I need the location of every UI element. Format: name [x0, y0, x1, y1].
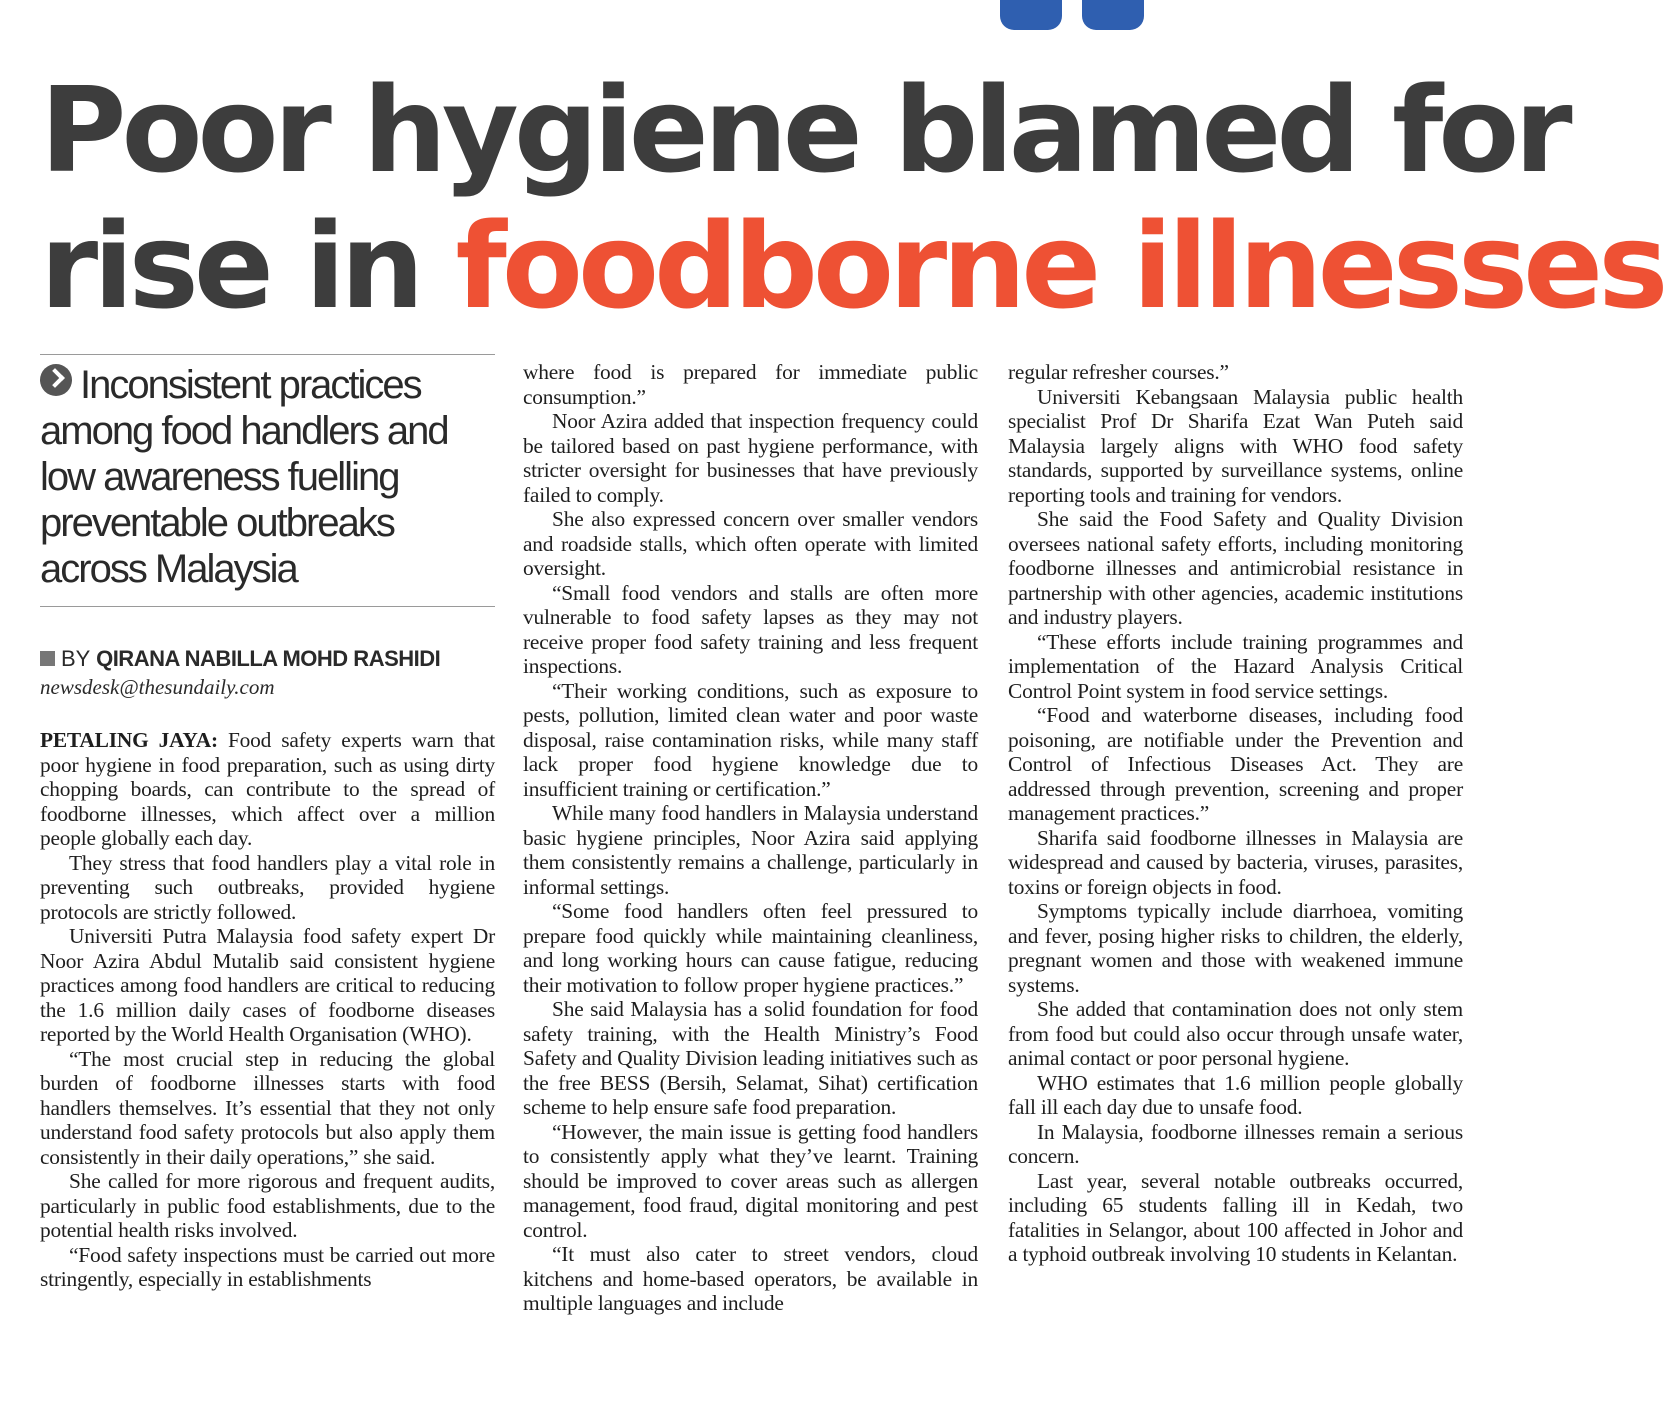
- article-paragraph: Noor Azira added that inspection frequency could be tailored based on past hygiene performance, with stricter oversight for businesses that have previously failed to comply.: [523, 409, 978, 507]
- deck: [40, 362, 495, 592]
- article-column-1: [40, 728, 495, 1292]
- article-paragraph: She also expressed concern over smaller vendors and roadside stalls, which often operate with limited oversight.: [523, 507, 978, 580]
- article-paragraph: “Their working conditions, such as exposure to pests, pollution, limited clean water and poor waste disposal, raise contamination risks, while many staff lack proper food hygiene knowledge due to insufficient training or certification.”: [523, 678, 978, 801]
- dateline: PETALING JAYA:: [40, 728, 218, 752]
- article-column-2: [523, 360, 978, 1316]
- article-paragraph: Sharifa said foodborne illnesses in Malaysia are widespread and caused by bacteria, viruses, parasites, toxins or foreign objects in food.: [1008, 825, 1463, 899]
- byline-author: QIRANA NABILLA MOHD RASHIDI: [96, 646, 441, 671]
- top-color-tabs: [1000, 0, 1160, 32]
- paragraph-text: Food safety experts warn that poor hygiene in food preparation, such as using dirty chopping boards, can contribute to the spread of foodborne illnesses, which affect over a million people globally each day.: [40, 728, 495, 850]
- article-paragraph: “Food safety inspections must be carried out more stringently, especially in establishments: [40, 1242, 495, 1291]
- article-paragraph: She said Malaysia has a solid foundation for food safety training, with the Health Ministry’s Food Safety and Quality Division leading initiatives such as the free BESS (Bersih, Selamat, Sihat) certification scheme to help ensure safe food preparation.: [523, 997, 978, 1119]
- article-paragraph: “It must also cater to street vendors, cloud kitchens and home-based operators, be available in multiple languages and include: [523, 1242, 978, 1315]
- article-paragraph: where food is prepared for immediate public consumption.”: [523, 360, 978, 409]
- article-paragraph: “Small food vendors and stalls are often more vulnerable to food safety lapses as they may not receive proper food safety training and less frequent inspections.: [523, 580, 978, 678]
- article-paragraph: In Malaysia, foodborne illnesses remain a serious concern.: [1008, 1119, 1463, 1168]
- article-paragraph: “Food and waterborne diseases, including food poisoning, are notifiable under the Prevention and Control of Infectious Diseases Act. They are addressed through prevention, screening and proper management practices.”: [1008, 703, 1463, 825]
- article-paragraph: She called for more rigorous and frequent audits, particularly in public food establishments, due to the potential health risks involved.: [40, 1169, 495, 1242]
- headline-line-2: [40, 197, 1663, 335]
- article-paragraph: While many food handlers in Malaysia understand basic hygiene principles, Noor Azira said applying them consistently remains a challenge, particularly in informal settings.: [523, 801, 978, 899]
- article-paragraph: regular refresher courses.”: [1008, 360, 1229, 384]
- article-paragraph: Universiti Putra Malaysia food safety expert Dr Noor Azira Abdul Mutalib said consistent hygiene practices among food handlers are critical to reducing the 1.6 million daily cases of foodborne diseases reported by the World Health Organisation (WHO).: [40, 924, 495, 1046]
- article-paragraph: She added that contamination does not only stem from food but could also occur through unsafe water, animal contact or poor personal hygiene.: [1008, 997, 1463, 1070]
- article-paragraph: Symptoms typically include diarrhoea, vomiting and fever, posing higher risks to children, the elderly, pregnant women and those with weakened immune systems.: [1008, 899, 1463, 997]
- top-tab-left: [1000, 0, 1062, 30]
- byline-prefix: BY: [61, 646, 90, 671]
- article-paragraph: She said the Food Safety and Quality Division oversees national safety efforts, including monitoring foodborne illnesses and antimicrobial resistance in partnership with other agencies, academic institutions and industry players.: [1008, 507, 1463, 629]
- article-paragraph: They stress that food handlers play a vital role in preventing such outbreaks, provided hygiene protocols are strictly followed.: [40, 850, 495, 924]
- headline: [40, 61, 1663, 335]
- byline-square-icon: [40, 651, 55, 666]
- article-column-3: [1008, 360, 1463, 1267]
- headline-plain: rise in: [40, 197, 420, 335]
- byline-email: newsdesk@thesundaily.com: [40, 675, 275, 699]
- chevron-right-icon: [40, 364, 72, 396]
- deck-text: Inconsistent practices among food handlers and low awareness fuelling preventable outbreaks across Malaysia: [40, 363, 448, 591]
- headline-accent: foodborne illnesses: [455, 197, 1663, 335]
- byline: [40, 645, 500, 701]
- deck-bottom-rule: [40, 606, 495, 607]
- article-paragraph: [40, 728, 495, 851]
- article-paragraph: Universiti Kebangsaan Malaysia public health specialist Prof Dr Sharifa Ezat Wan Puteh said Malaysia largely aligns with WHO food safety standards, supported by surveillance systems, online reporting tools and training for vendors.: [1008, 384, 1463, 507]
- article-paragraph: “Some food handlers often feel pressured to prepare food quickly while maintaining cleanliness, and long working hours can cause fatigue, reducing their motivation to follow proper hygiene practices.”: [523, 899, 978, 997]
- article-paragraph: Last year, several notable outbreaks occurred, including 65 students falling ill in Kedah, two fatalities in Selangor, about 100 affected in Johor and a typhoid outbreak involving 10 students in Kelantan.: [1008, 1168, 1463, 1266]
- article-paragraph: “The most crucial step in reducing the global burden of foodborne illnesses starts with food handlers themselves. It’s essential that they not only understand food safety protocols but also apply them consistently in their daily operations,” she said.: [40, 1046, 495, 1169]
- deck-top-rule: [40, 354, 495, 355]
- headline-line-1: Poor hygiene blamed for: [40, 61, 1568, 199]
- top-tab-right: [1082, 0, 1144, 30]
- article-paragraph: “These efforts include training programmes and implementation of the Hazard Analysis Critical Control Point system in food service settings.: [1008, 629, 1463, 703]
- article-paragraph: WHO estimates that 1.6 million people globally fall ill each day due to unsafe food.: [1008, 1070, 1463, 1119]
- article-paragraph: “However, the main issue is getting food handlers to consistently apply what they’ve learnt. Training should be improved to cover areas such as allergen management, food fraud, digital monitoring and pest control.: [523, 1119, 978, 1242]
